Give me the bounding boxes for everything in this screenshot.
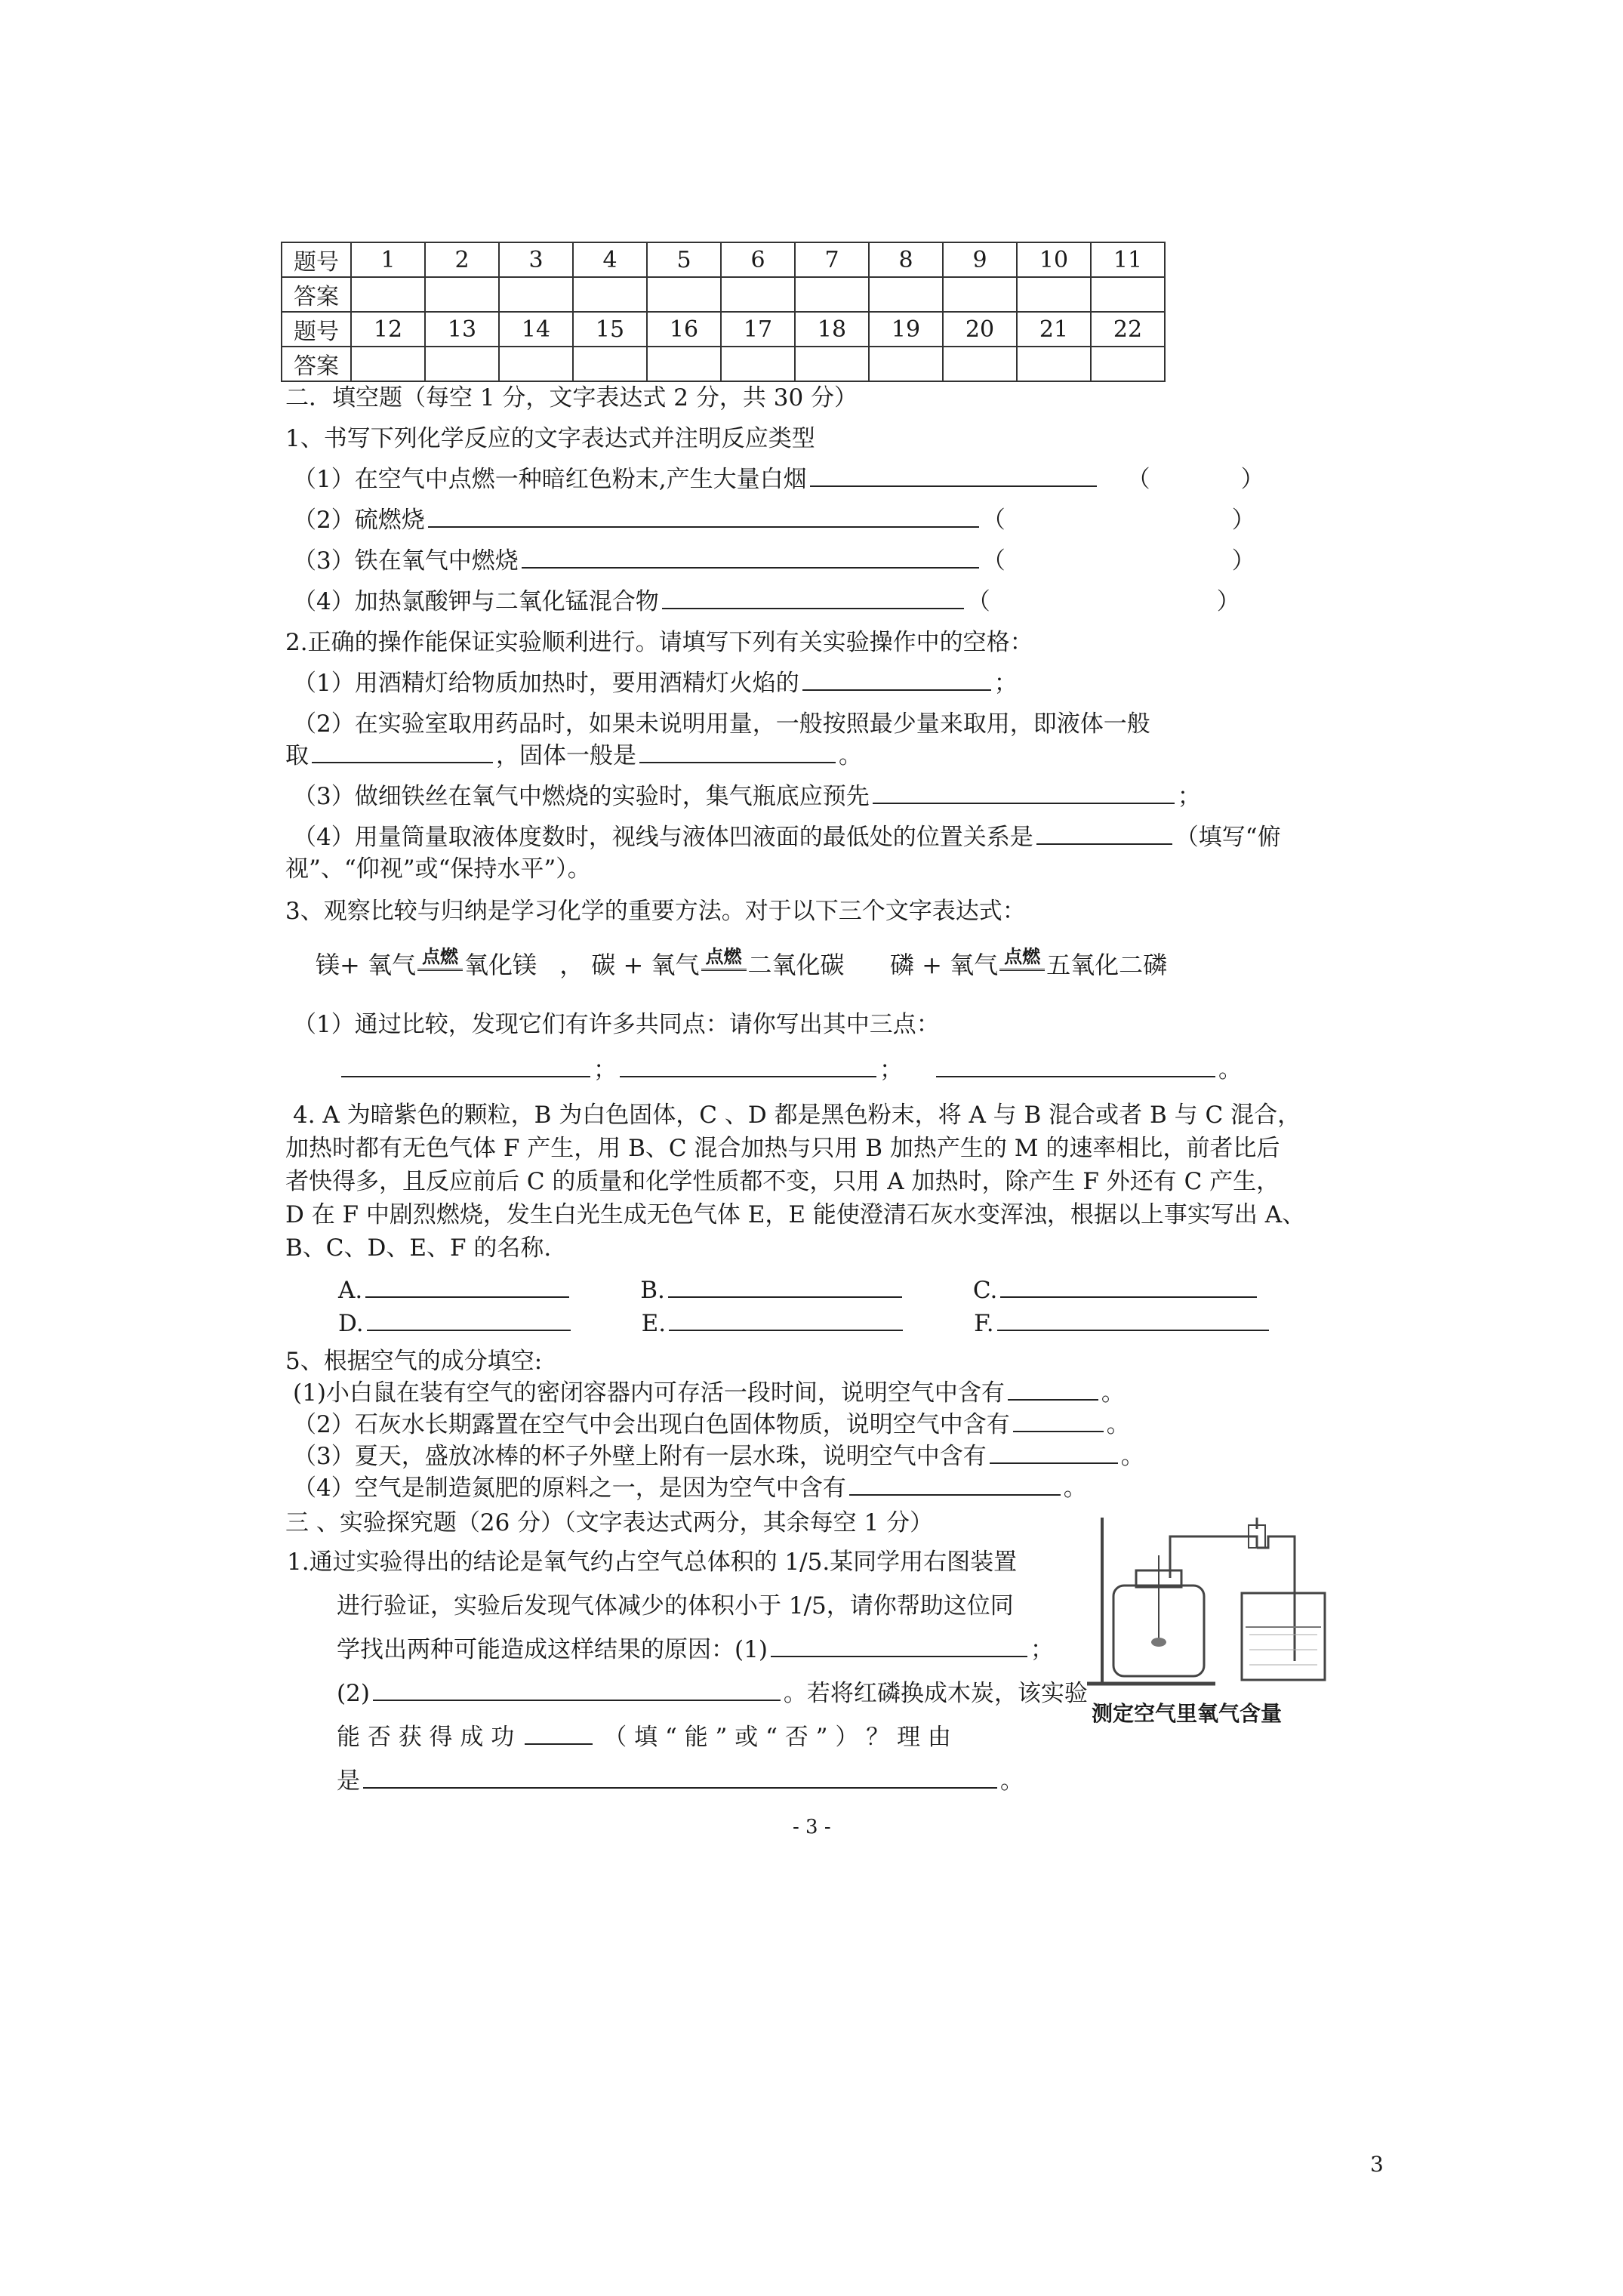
question-item: （4）用量筒量取液体度数时，视线与液体凹液面的最低处的位置关系是 （填写“俯 (293, 821, 1281, 854)
question-stem: 4. A 为暗紫色的颗粒，B 为白色固体，C 、D 都是黑色粉末，将 A 与 B 混合或者 B 与 C 混合， (293, 1102, 1301, 1129)
answer-blank[interactable] (367, 1307, 571, 1331)
reaction-arrow: 点燃 (416, 952, 464, 982)
table-cell: 4 (573, 242, 647, 277)
table-cell: 2 (425, 242, 499, 277)
answer-blank[interactable] (373, 1677, 781, 1701)
question-item: （2）硫燃烧 （ ） (293, 504, 1255, 537)
table-cell: 18 (795, 312, 869, 347)
answer-cell[interactable] (351, 347, 425, 381)
table-row (282, 347, 1165, 381)
question-item: （3）夏天，盛放冰棒的杯子外壁上附有一层水珠，说明空气中含有 。 (293, 1440, 1144, 1473)
question-item: （2）在实验室取用药品时，如果未说明用量，一般按照最少量来取用，即液体一般 (293, 710, 1150, 738)
table-cell: 9 (943, 242, 1017, 277)
answer-blank[interactable] (669, 1307, 903, 1331)
answer-cell[interactable] (499, 347, 573, 381)
answer-blank[interactable] (639, 739, 836, 763)
table-cell: 17 (721, 312, 795, 347)
answer-cell[interactable] (1017, 347, 1091, 381)
question-stem: 2.正确的操作能保证实验顺利进行。请填写下列有关实验操作中的空格： (285, 629, 1033, 656)
answer-cell[interactable] (721, 347, 795, 381)
answer-cell[interactable] (1091, 277, 1165, 312)
equation-product: 氧化镁 (464, 951, 537, 979)
equation-reactants: 镁+ 氧气 (316, 951, 416, 979)
question-text: 进行验证，实验后发现气体减少的体积小于 1/5，请你帮助这位同 (337, 1592, 1014, 1620)
answer-blank[interactable] (1013, 1408, 1104, 1432)
answer-blank[interactable] (849, 1472, 1061, 1496)
table-row (282, 277, 1165, 312)
answer-blank[interactable] (810, 463, 1097, 487)
answer-blank[interactable] (1008, 1376, 1098, 1401)
question-item: （1）在空气中点燃一种暗红色粉末,产生大量白烟 （ ） (293, 463, 1264, 496)
answer-blank[interactable] (668, 1274, 902, 1298)
answer-blank[interactable] (997, 1307, 1269, 1331)
question-item: （4）加热氯酸钾与二氧化锰混合物 （ ） (293, 585, 1240, 618)
question-item: ； ； 。 (338, 1053, 1242, 1086)
figure-caption: 测定空气里氧气含量 (1092, 1701, 1283, 1726)
apparatus-figure (1087, 1502, 1329, 1729)
equation-product: 五氧化二磷 (1046, 951, 1168, 979)
answer-blank[interactable] (1036, 821, 1172, 845)
question-item: （3）做细铁丝在氧气中燃烧的实验时，集气瓶底应预先 ； (293, 780, 1201, 813)
answer-cell[interactable] (721, 277, 795, 312)
answer-table (281, 242, 1166, 382)
section-title: 三 、实验探究题（26 分）（文字表达式两分，其余每空 1 分） (285, 1509, 934, 1536)
answer-cell[interactable] (351, 277, 425, 312)
answer-blank[interactable] (522, 544, 979, 569)
table-cell: 16 (647, 312, 721, 347)
answer-blank[interactable] (936, 1053, 1215, 1077)
question-stem: 1、书写下列化学反应的文字表达式并注明反应类型 (285, 425, 815, 452)
page-number-center: - 3 - (793, 1816, 831, 1838)
answer-cell[interactable] (425, 277, 499, 312)
table-cell: 14 (499, 312, 573, 347)
question-text: 加热时都有无色气体 F 产生，用 B、C 混合加热与只用 B 加热产生的 M 的速率相比，前者比后 (285, 1135, 1280, 1162)
answer-blank[interactable] (873, 780, 1175, 804)
answer-blank[interactable] (662, 585, 964, 609)
equation-reactants: 碳 + 氧气 (591, 951, 700, 979)
page-number-corner: 3 (1370, 2152, 1384, 2177)
table-row-label: 题号 (282, 312, 351, 347)
answer-cell[interactable] (869, 347, 943, 381)
table-cell: 11 (1091, 242, 1165, 277)
answer-blank[interactable] (365, 1274, 569, 1298)
table-cell: 10 (1017, 242, 1091, 277)
question-item: D. E. F. (338, 1307, 1272, 1340)
table-cell: 12 (351, 312, 425, 347)
question-stem: 1.通过实验得出的结论是氧气约占空气总体积的 1/5.某同学用右图装置 (287, 1549, 1018, 1576)
table-cell: 6 (721, 242, 795, 277)
question-item: （1）通过比较，发现它们有许多共同点：请你写出其中三点： (293, 1011, 940, 1038)
table-cell: 7 (795, 242, 869, 277)
answer-cell[interactable] (795, 347, 869, 381)
question-text: B、C、D、E、F 的名称. (285, 1234, 552, 1262)
answer-blank[interactable] (1000, 1274, 1257, 1298)
section-title: 二．填空题（每空 1 分，文字表达式 2 分，共 30 分） (285, 384, 858, 411)
question-item: （2）石灰水长期露置在空气中会出现白色固体物质，说明空气中含有 。 (293, 1408, 1130, 1441)
answer-cell[interactable] (795, 277, 869, 312)
answer-cell[interactable] (869, 277, 943, 312)
question-item: 取 ，固体一般是 。 (285, 739, 862, 772)
table-cell: 20 (943, 312, 1017, 347)
answer-cell[interactable] (499, 277, 573, 312)
answer-blank[interactable] (771, 1633, 1027, 1657)
table-cell: 15 (573, 312, 647, 347)
table-cell: 1 (351, 242, 425, 277)
table-cell: 13 (425, 312, 499, 347)
reaction-arrow: 点燃 (998, 952, 1046, 982)
table-row-label: 答案 (282, 277, 351, 312)
answer-cell[interactable] (647, 347, 721, 381)
question-item: 能 否 获 得 成 功 （ 填 “ 能 ” 或 “ 否 ” ） ？ 理 由 (337, 1721, 951, 1754)
table-cell: 3 (499, 242, 573, 277)
answer-blank[interactable] (428, 504, 979, 528)
table-cell: 19 (869, 312, 943, 347)
table-cell: 22 (1091, 312, 1165, 347)
answer-cell[interactable] (943, 277, 1017, 312)
answer-cell[interactable] (1091, 347, 1165, 381)
table-row-label: 题号 (282, 242, 351, 277)
apparatus-illustration (1087, 1502, 1329, 1699)
table-row-label: 答案 (282, 347, 351, 381)
answer-blank[interactable] (620, 1053, 876, 1077)
question-item: 学找出两种可能造成这样结果的原因：(1) ； (337, 1633, 1054, 1666)
answer-blank[interactable] (341, 1053, 590, 1077)
answer-cell[interactable] (943, 347, 1017, 381)
answer-blank[interactable] (990, 1440, 1118, 1464)
equation-product: 二氧化碳 (747, 951, 845, 979)
answer-cell[interactable] (425, 347, 499, 381)
table-cell: 5 (647, 242, 721, 277)
answer-blank[interactable] (802, 667, 991, 691)
answer-cell[interactable] (647, 277, 721, 312)
table-row (282, 312, 1165, 347)
question-item: （4）空气是制造氮肥的原料之一，是因为空气中含有 。 (293, 1472, 1087, 1505)
answer-blank[interactable] (525, 1721, 593, 1745)
answer-cell[interactable] (573, 347, 647, 381)
answer-cell[interactable] (1017, 277, 1091, 312)
question-item: 视”、“仰视”或“保持水平”）。 (285, 855, 591, 883)
question-text: D 在 F 中剧烈燃烧，发生白光生成无色气体 E，E 能使澄清石灰水变浑浊，根据以上事实写出 A、 (285, 1201, 1306, 1228)
question-item: （3）铁在氧气中燃烧 （ ） (293, 544, 1255, 578)
question-item: (2) 。若将红磷换成木炭，该实验 (337, 1677, 1088, 1710)
question-item: 是 。 (337, 1764, 1024, 1798)
equation-reactants: 磷 + 氧气 (889, 951, 999, 979)
equation-row: 镁+ 氧气 点燃 氧化镁 ， 碳 + 氧气 点燃 二氧化碳 磷 + 氧气 点燃 五氧化二磷 (316, 946, 1167, 982)
question-item: (1)小白鼠在装有空气的密闭容器内可存活一段时间，说明空气中含有 。 (293, 1376, 1125, 1410)
table-cell: 8 (869, 242, 943, 277)
question-stem: 3、观察比较与归纳是学习化学的重要方法。对于以下三个文字表达式： (285, 898, 1026, 925)
answer-cell[interactable] (573, 277, 647, 312)
table-row (282, 242, 1165, 277)
question-stem: 5、根据空气的成分填空: (285, 1348, 543, 1375)
answer-blank[interactable] (312, 739, 493, 763)
reaction-arrow: 点燃 (700, 952, 748, 982)
table-cell: 21 (1017, 312, 1091, 347)
question-item: （1）用酒精灯给物质加热时，要用酒精灯火焰的 ； (293, 667, 1018, 700)
question-item: A. B. C. (338, 1274, 1260, 1307)
question-text: 者快得多，且反应前后 C 的质量和化学性质都不变，只用 A 加热时，除产生 F 外还有 C 产生， (285, 1168, 1280, 1195)
answer-blank[interactable] (363, 1764, 997, 1789)
